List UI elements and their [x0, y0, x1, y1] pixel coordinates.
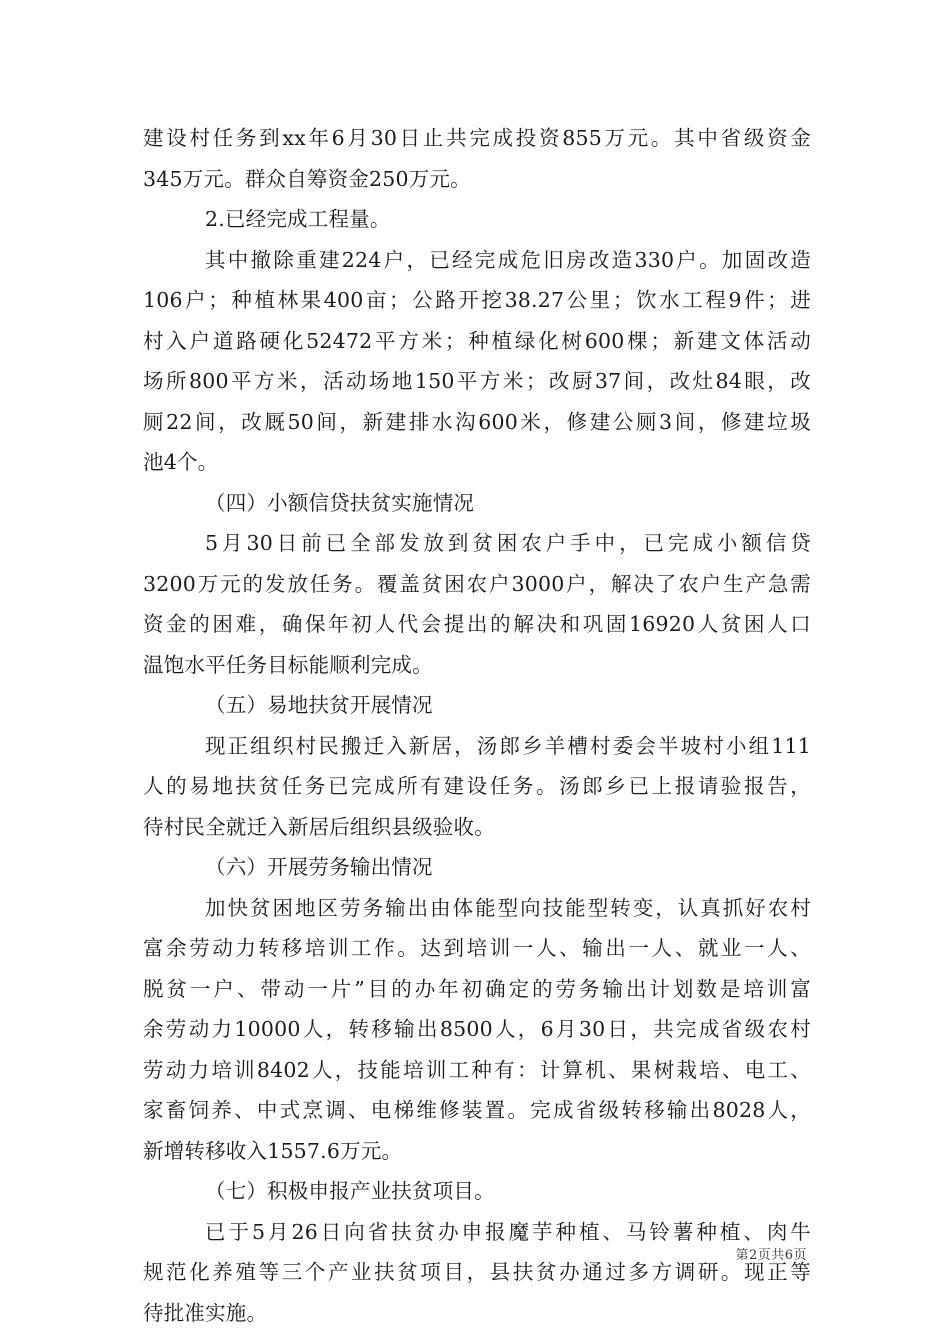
text-line: 规范化养殖等三个产业扶贫项目，县扶贫办通过多方调研。现正等 [143, 1260, 811, 1284]
text-line: 建设村任务到xx年6月30日止共完成投资855万元。其中省级资金 [143, 126, 811, 150]
page-number: 第2页共6页 [735, 1248, 807, 1263]
text-line: 余劳动力10000人，转移输出8500人，6月30日，共完成省级农村 [143, 1017, 811, 1041]
text-line: 其中撤除重建224户，已经完成危旧房改造330户。加固改造 [205, 247, 811, 272]
text-line: 已于5月26日向省扶贫办申报魔芋种植、马铃薯种植、肉牛 [205, 1219, 811, 1244]
section-heading: （五）易地扶贫开展情况 [205, 693, 433, 717]
section-heading: 2.已经完成工程量。 [205, 207, 391, 231]
text-line: 资金的困难，确保年初人代会提出的解决和巩固16920人贫困人口 [143, 612, 811, 636]
text-line: 3200万元的发放任务。覆盖贫困农户3000户，解决了农户生产急需 [143, 571, 811, 596]
text-line: 劳动力培训8402人，技能培训工种有：计算机、果树栽培、电工、 [143, 1057, 811, 1082]
text-line: 待批准实施。 [143, 1300, 268, 1325]
text-line: 厕22间，改厩50间，新建排水沟600米，修建公厕3间，修建垃圾 [143, 409, 811, 434]
section-heading: （六）开展劳务输出情况 [205, 855, 433, 879]
section-heading: （七）积极申报产业扶贫项目。 [205, 1179, 495, 1203]
text-line: 脱贫一户、带动一片”目的办年初确定的劳务输出计划数是培训富 [143, 976, 811, 1001]
text-line: 家畜饲养、中式烹调、电梯维修装置。完成省级转移输出8028人， [143, 1098, 811, 1122]
text-line: 人的易地扶贫任务已完成所有建设任务。汤郎乡已上报请验报告， [143, 774, 811, 798]
text-line: 106户；种植林果400亩；公路开挖38.27公里；饮水工程9件；进 [143, 288, 811, 312]
text-line: 现正组织村民搬迁入新居，汤郎乡羊槽村委会半坡村小组111 [205, 733, 811, 758]
text-line: 富余劳动力转移培训工作。达到培训一人、输出一人、就业一人、 [143, 936, 811, 960]
section-heading: （四）小额信贷扶贫实施情况 [205, 490, 475, 515]
text-line: 场所800平方米，活动场地150平方米；改厨37间，改灶84眼，改 [143, 369, 811, 393]
text-line: 345万元。群众自筹资金250万元。 [143, 166, 471, 191]
text-line: 村入户道路硬化52472平方米；种植绿化树600棵；新建文体活动 [143, 328, 811, 353]
text-line: 待村民全就迁入新居后组织县级验收。 [143, 814, 495, 839]
text-line: 温饱水平任务目标能顺利完成。 [143, 652, 433, 677]
text-line: 5月30日前已全部发放到贫困农户手中，已完成小额信贷 [205, 531, 811, 555]
document-body [143, 118, 811, 1333]
text-line: 加快贫困地区劳务输出由体能型向技能型转变，认真抓好农村 [205, 895, 811, 920]
text-line: 池4个。 [143, 450, 219, 474]
text-line: 新增转移收入1557.6万元。 [143, 1138, 403, 1163]
